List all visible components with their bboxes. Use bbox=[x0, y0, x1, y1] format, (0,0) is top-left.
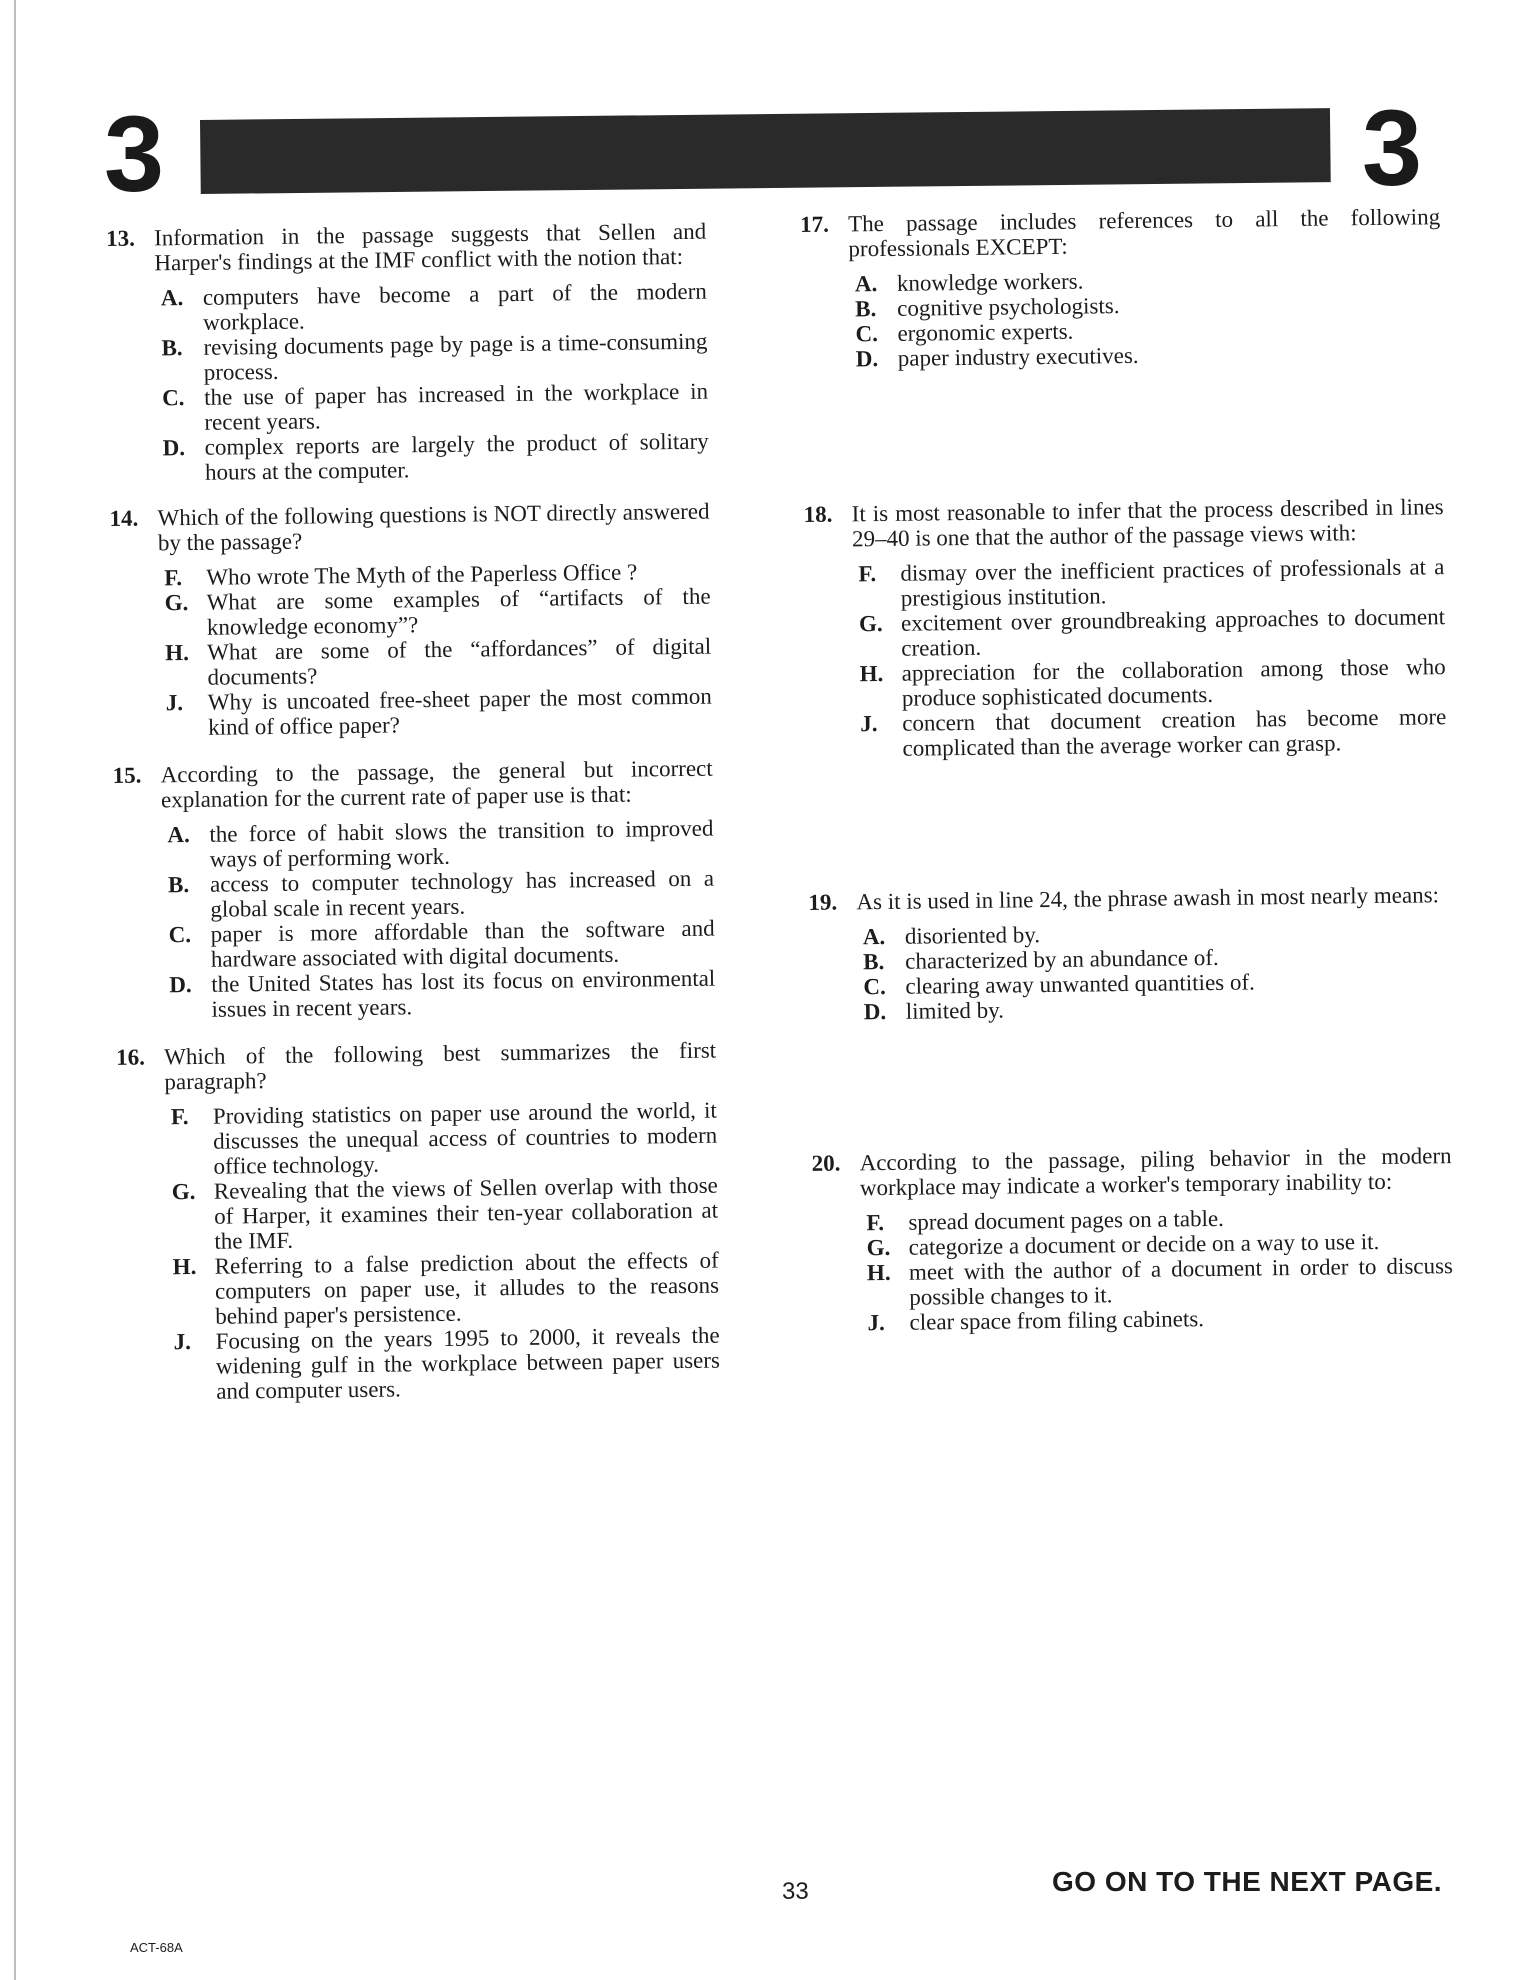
option-letter: D. bbox=[162, 435, 186, 461]
scan-edge-line bbox=[14, 0, 16, 1980]
question-16 bbox=[116, 1038, 720, 1405]
answer-options bbox=[158, 559, 712, 741]
question-stem: Which of the following best summarizes the first paragraph? bbox=[164, 1037, 717, 1095]
section-header-bar bbox=[200, 108, 1331, 194]
answer-option[interactable] bbox=[167, 1323, 720, 1405]
answer-options bbox=[165, 1098, 721, 1405]
question-stem: Information in the passage suggests that Sellen and Harper's findings at the IMF conflict with the notion that: bbox=[153, 218, 707, 276]
option-text: Referring to a false prediction about the effects of computers on paper use, it alludes to the reasons behind paper's persistence. bbox=[214, 1247, 720, 1329]
option-text: disoriented by. bbox=[904, 922, 1041, 949]
next-page-instruction: GO ON TO THE NEXT PAGE. bbox=[1052, 1866, 1443, 1897]
option-letter: A. bbox=[160, 285, 184, 311]
answer-option[interactable] bbox=[155, 329, 708, 386]
option-letter: J. bbox=[860, 711, 878, 737]
option-letter: D. bbox=[863, 999, 887, 1025]
question-15 bbox=[113, 756, 716, 1023]
option-letter: F. bbox=[858, 561, 877, 587]
answer-option[interactable] bbox=[155, 279, 708, 336]
question-19 bbox=[808, 882, 1450, 1025]
option-letter: C. bbox=[168, 922, 192, 948]
question-number: 16. bbox=[116, 1044, 146, 1070]
question-number: 17. bbox=[800, 211, 830, 237]
right-column bbox=[800, 204, 1454, 1336]
answer-option[interactable] bbox=[167, 1248, 720, 1330]
option-text: revising documents page by page is a time-consuming process. bbox=[203, 328, 708, 385]
question-number: 20. bbox=[811, 1150, 841, 1176]
option-text: characterized by an abundance of. bbox=[905, 944, 1219, 974]
question-number: 14. bbox=[109, 505, 139, 531]
option-text: spread document pages on a table. bbox=[908, 1205, 1224, 1235]
option-text: appreciation for the collaboration among those who produce sophisticated documents. bbox=[901, 654, 1446, 711]
option-letter: B. bbox=[855, 296, 877, 322]
question-stem: It is most reasonable to infer that the process described in lines 29–40 is one that the author of the passage views with: bbox=[851, 494, 1444, 552]
option-letter: G. bbox=[858, 611, 883, 637]
option-text: Why is uncoated free-sheet paper the most common kind of office paper? bbox=[207, 683, 712, 740]
answer-option[interactable] bbox=[166, 1173, 719, 1255]
option-letter: F. bbox=[170, 1104, 189, 1130]
option-text: knowledge workers. bbox=[896, 268, 1084, 296]
option-letter: J. bbox=[173, 1329, 192, 1355]
page-number: 33 bbox=[782, 1878, 809, 1905]
option-letter: H. bbox=[859, 661, 884, 687]
option-text: categorize a document or decide on a way to use it. bbox=[908, 1229, 1380, 1260]
option-letter: G. bbox=[164, 590, 189, 616]
answer-options bbox=[857, 917, 1450, 1024]
answer-option[interactable] bbox=[158, 584, 711, 641]
option-text: clear space from filing cabinets. bbox=[909, 1306, 1205, 1335]
option-text: computers have become a part of the modern workplace. bbox=[202, 278, 707, 335]
option-letter: J. bbox=[867, 1310, 885, 1336]
option-text: What are some examples of “artifacts of the knowledge economy”? bbox=[206, 583, 711, 640]
question-stem: The passage includes references to all the following professionals EXCEPT: bbox=[847, 204, 1441, 262]
option-text: the United States has lost its focus on environmental issues in recent years. bbox=[211, 965, 716, 1022]
answer-option[interactable] bbox=[854, 704, 1447, 761]
option-text: paper is more affordable than the software and hardware associated with digital documents. bbox=[210, 915, 715, 972]
question-stem: According to the passage, piling behavior in the modern workplace may indicate a worker's temporary inability to: bbox=[859, 1143, 1452, 1201]
question-stem: According to the passage, the general but incorrect explanation for the current rate of paper use is that: bbox=[160, 755, 713, 813]
option-text: cognitive psychologists. bbox=[897, 293, 1120, 321]
option-letter: H. bbox=[172, 1253, 197, 1280]
option-letter: F. bbox=[866, 1210, 885, 1236]
option-letter: J. bbox=[165, 690, 184, 716]
answer-options bbox=[155, 279, 709, 486]
option-text: paper industry executives. bbox=[897, 342, 1139, 371]
option-text: ergonomic experts. bbox=[897, 318, 1074, 346]
option-text: Focusing on the years 1995 to 2000, it reveals the widening gulf in the workplace between paper users and computer users. bbox=[215, 1322, 721, 1404]
option-text: meet with the author of a document in order to discuss possible changes to it. bbox=[908, 1253, 1454, 1310]
answer-option[interactable] bbox=[163, 966, 716, 1023]
section-number-left: 3 bbox=[104, 93, 165, 214]
question-17 bbox=[800, 204, 1442, 372]
form-code: ACT-68A bbox=[130, 1940, 183, 1955]
question-20 bbox=[811, 1143, 1453, 1336]
answer-option[interactable] bbox=[162, 866, 715, 923]
option-letter: B. bbox=[161, 335, 183, 361]
option-letter: F. bbox=[164, 565, 183, 591]
option-text: Revealing that the views of Sellen overlap with those of Harper, it examines their ten-year collaboration at the IMF. bbox=[213, 1172, 719, 1254]
answer-option[interactable] bbox=[157, 429, 710, 486]
option-text: concern that document creation has become more complicated than the average worker can grasp. bbox=[902, 704, 1447, 761]
option-text: the force of habit slows the transition to improved ways of performing work. bbox=[209, 815, 714, 872]
answer-option[interactable] bbox=[852, 554, 1445, 611]
option-text: dismay over the inefficient practices of professionals at a prestigious institution. bbox=[900, 554, 1445, 611]
option-letter: B. bbox=[167, 872, 190, 898]
answer-option[interactable] bbox=[861, 1253, 1454, 1310]
option-letter: C. bbox=[863, 974, 886, 1000]
option-text: access to computer technology has increased on a global scale in recent years. bbox=[209, 865, 715, 922]
option-text: complex reports are largely the product of solitary hours at the computer. bbox=[204, 428, 709, 485]
option-text: Who wrote The Myth of the Paperless Office ? bbox=[206, 559, 638, 590]
answer-option[interactable] bbox=[853, 604, 1446, 661]
question-stem: Which of the following questions is NOT directly answered by the passage? bbox=[157, 498, 710, 556]
question-number: 19. bbox=[808, 889, 838, 915]
question-18 bbox=[804, 494, 1447, 762]
answer-option[interactable] bbox=[159, 634, 712, 691]
option-text: excitement over groundbreaking approaches to document creation. bbox=[900, 604, 1446, 661]
question-number: 13. bbox=[106, 225, 136, 251]
option-letter: C. bbox=[855, 321, 879, 347]
question-number: 15. bbox=[112, 762, 142, 788]
question-number: 18. bbox=[803, 501, 833, 527]
option-text: Providing statistics on paper use around the world, it discusses the unequal access of countries to modern office technology. bbox=[212, 1097, 718, 1179]
answer-option[interactable] bbox=[160, 684, 713, 741]
answer-options bbox=[849, 264, 1442, 371]
question-13 bbox=[106, 219, 709, 486]
option-text: limited by. bbox=[905, 997, 1005, 1024]
answer-options bbox=[852, 554, 1446, 761]
option-letter: H. bbox=[866, 1259, 891, 1286]
answer-option[interactable] bbox=[165, 1098, 718, 1180]
option-letter: A. bbox=[854, 271, 878, 297]
option-text: clearing away unwanted quantities of. bbox=[905, 969, 1255, 999]
option-letter: A. bbox=[167, 822, 190, 848]
option-letter: C. bbox=[161, 385, 185, 411]
question-stem: As it is used in line 24, the phrase awash in most nearly means: bbox=[856, 882, 1440, 915]
option-letter: G. bbox=[171, 1178, 196, 1205]
answer-option[interactable] bbox=[853, 654, 1446, 711]
answer-option[interactable] bbox=[161, 816, 714, 873]
option-letter: D. bbox=[855, 346, 879, 372]
answer-options bbox=[161, 816, 715, 1023]
option-text: the use of paper has increased in the workplace in recent years. bbox=[203, 378, 709, 435]
left-column bbox=[106, 219, 720, 1405]
section-number-right: 3 bbox=[1362, 87, 1423, 208]
option-letter: H. bbox=[165, 640, 190, 666]
option-letter: A. bbox=[862, 924, 886, 950]
option-text: What are some of the “affordances” of digital documents? bbox=[207, 633, 712, 690]
option-letter: D. bbox=[169, 972, 192, 998]
option-letter: G. bbox=[866, 1234, 891, 1261]
question-14 bbox=[109, 499, 712, 741]
answer-option[interactable] bbox=[163, 916, 716, 973]
option-letter: B. bbox=[863, 949, 885, 975]
answer-option[interactable] bbox=[156, 379, 709, 436]
answer-options bbox=[860, 1203, 1453, 1335]
